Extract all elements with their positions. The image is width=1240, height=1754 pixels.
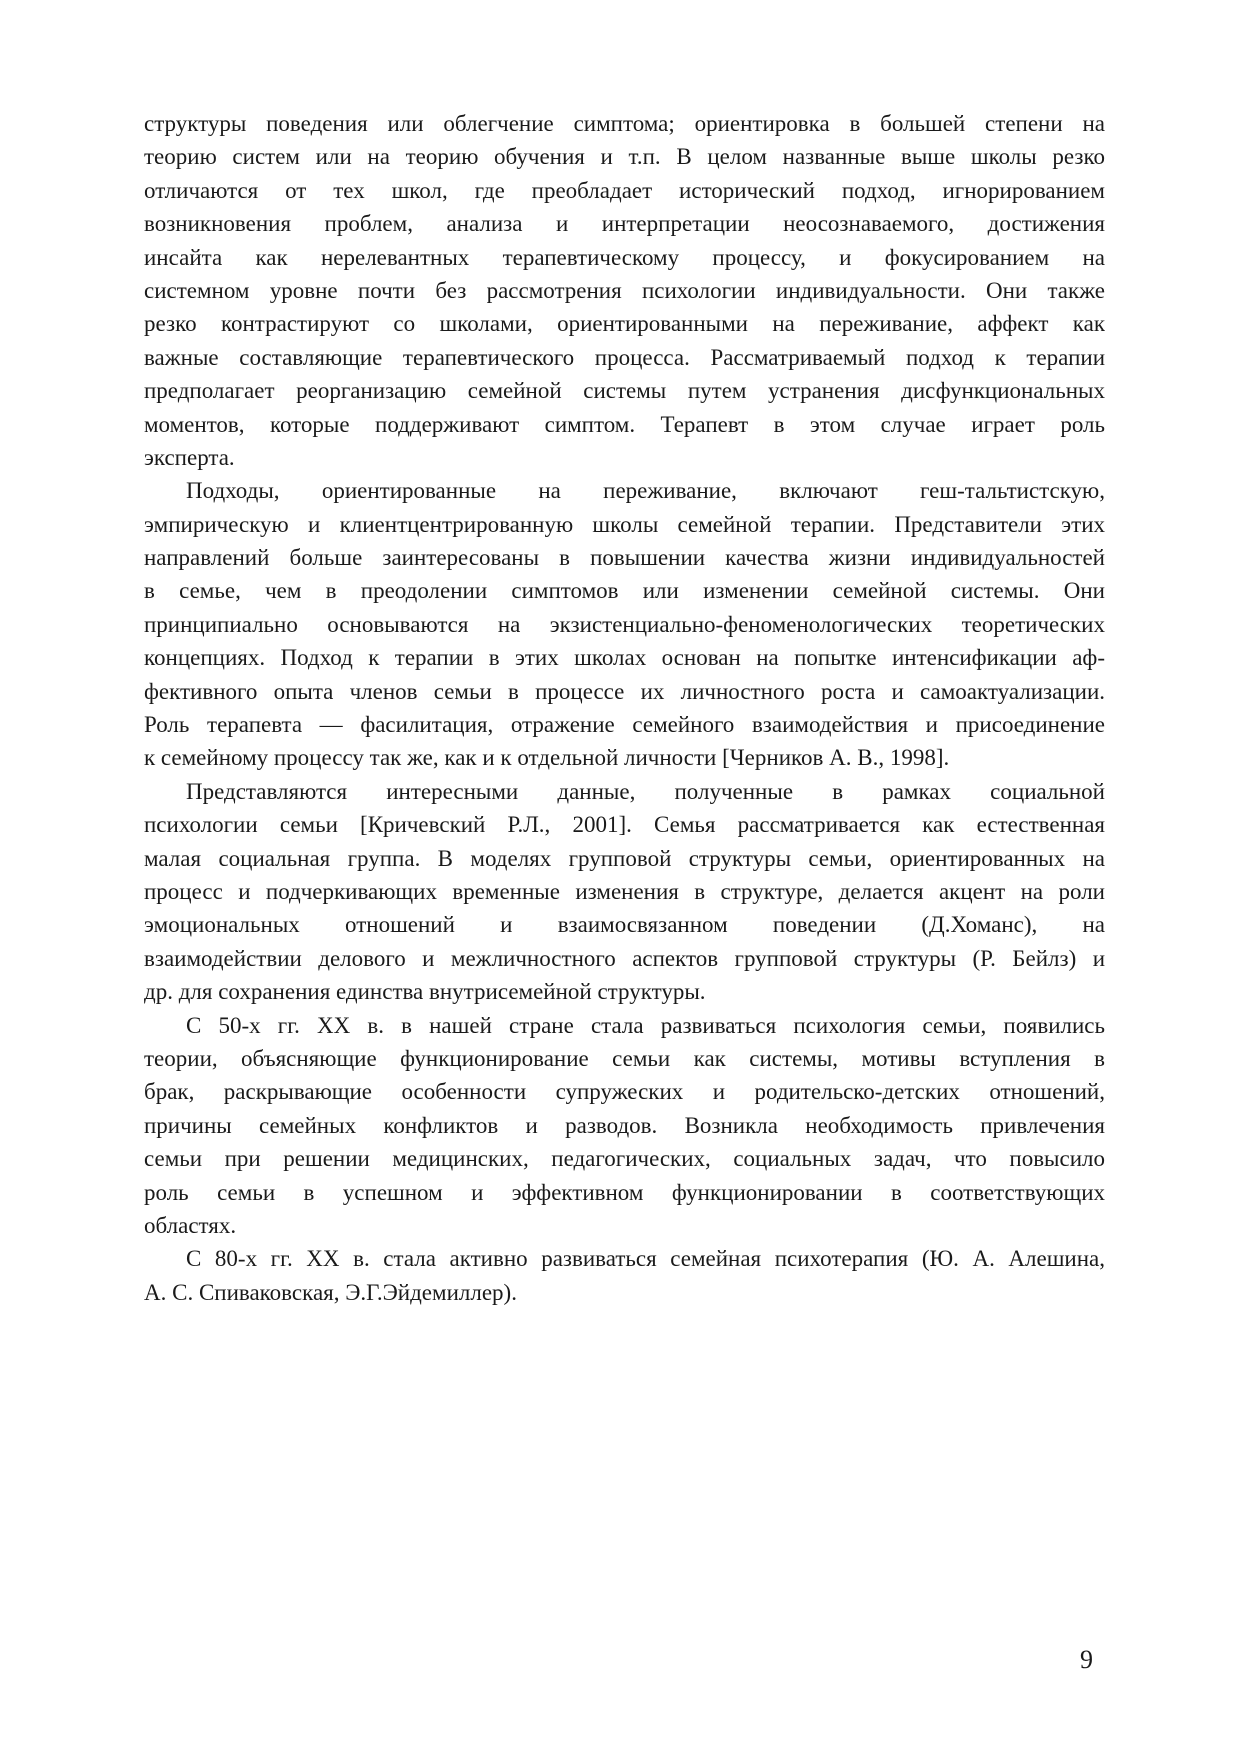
text-line: фективного опыта членов семьи в процессе их личностного роста и самоактуализации.	[144, 678, 1105, 704]
text-line: малая социальная группа. В моделях групповой структуры семьи, ориентированных на	[144, 845, 1105, 871]
text-line: Подходы, ориентированные на переживание, включают геш-тальтистскую,	[186, 478, 1105, 504]
text-line: структуры поведения или облегчение симптома; ориентировка в большей степени на	[144, 111, 1105, 136]
text-line: др. для сохранения единства внутрисемейной структуры.	[144, 979, 706, 1005]
paragraph	[144, 107, 1105, 474]
text-line: предполагает реорганизацию семейной системы путем устранения дисфункциональных	[144, 378, 1105, 404]
text-line: семьи при решении медицинских, педагогических, социальных задач, что повысило	[144, 1146, 1105, 1172]
text-line: областях.	[144, 1212, 237, 1238]
text-line: в семье, чем в преодолении симптомов или изменении семейной системы. Они	[144, 578, 1105, 604]
text-line: эмпирическую и клиентцентрированную школы семейной терапии. Представители этих	[144, 511, 1105, 537]
text-line: теории, объясняющие функционирование семьи как системы, мотивы вступления в	[144, 1045, 1105, 1071]
text-line: причины семейных конфликтов и разводов. Возникла необходимость привлечения	[144, 1112, 1105, 1138]
text-line: А. С. Спиваковская, Э.Г.Эйдемиллер).	[144, 1279, 517, 1305]
paragraph	[144, 775, 1105, 1009]
page-body-text	[144, 107, 1105, 1309]
text-line: взаимодействии делового и межличностного аспектов групповой структуры (Р. Бейлз) и	[144, 945, 1105, 971]
text-line: Представляются интересными данные, полученные в рамках социальной	[186, 778, 1105, 804]
text-line: Роль терапевта — фасилитация, отражение семейного взаимодействия и присоединение	[144, 712, 1105, 738]
text-line: инсайта как нерелевантных терапевтическому процессу, и фокусированием на	[144, 244, 1105, 270]
text-line: принципиально основываются на экзистенциально-феноменологических теоретических	[144, 611, 1105, 637]
text-line: психологии семьи [Кричевский Р.Л., 2001]. Семья рассматривается как естественная	[144, 812, 1105, 838]
paragraph	[144, 1242, 1105, 1309]
page-number: 9	[1080, 1645, 1093, 1674]
text-line: к семейному процессу так же, как и к отдельной личности [Черников А. В., 1998].	[144, 745, 950, 771]
paragraph	[144, 1009, 1105, 1243]
text-line: направлений больше заинтересованы в повышении качества жизни индивидуальностей	[144, 545, 1105, 571]
text-line: С 80-х гг. XX в. стала активно развиваться семейная психотерапия (Ю. А. Алешина,	[186, 1246, 1105, 1272]
text-line: важные составляющие терапевтического процесса. Рассматриваемый подход к терапии	[144, 344, 1105, 370]
text-line: эмоциональных отношений и взаимосвязанном поведении (Д.Хоманс), на	[144, 912, 1105, 938]
text-line: процесс и подчеркивающих временные изменения в структуре, делается акцент на роли	[144, 878, 1105, 904]
text-line: роль семьи в успешном и эффективном функционировании в соответствующих	[144, 1179, 1105, 1205]
text-line: теорию систем или на теорию обучения и т.п. В целом названные выше школы резко	[144, 144, 1105, 170]
text-line: концепциях. Подход к терапии в этих школах основан на попытке интенсификации аф-	[144, 645, 1105, 671]
paragraph	[144, 474, 1105, 775]
text-line: С 50-х гг. XX в. в нашей стране стала развиваться психология семьи, появились	[186, 1012, 1105, 1038]
text-line: отличаются от тех школ, где преобладает исторический подход, игнорированием	[144, 177, 1105, 203]
text-line: системном уровне почти без рассмотрения психологии индивидуальности. Они также	[144, 277, 1105, 303]
text-line: моментов, которые поддерживают симптом. Терапевт в этом случае играет роль	[144, 411, 1105, 437]
text-line: эксперта.	[144, 444, 235, 470]
text-line: возникновения проблем, анализа и интерпретации неосознаваемого, достижения	[144, 211, 1105, 237]
text-line: резко контрастируют со школами, ориентированными на переживание, аффект как	[144, 311, 1105, 337]
text-line: брак, раскрывающие особенности супружеских и родительско-детских отношений,	[144, 1079, 1105, 1105]
